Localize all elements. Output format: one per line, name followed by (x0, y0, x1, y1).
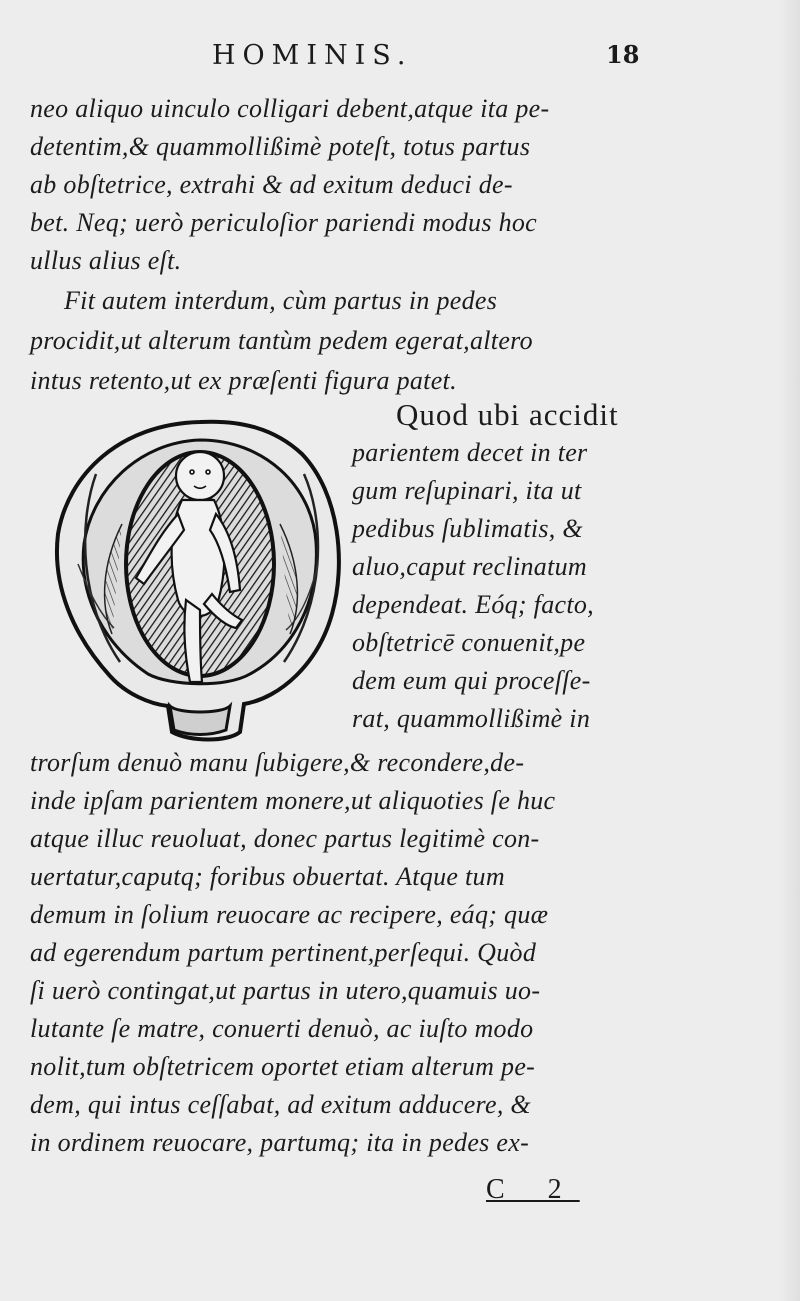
text-line: ad egerendum partum pertinent,perſequi. Quòd (30, 938, 537, 967)
text-line: Fit autem interdum, cùm partus in pedes (64, 286, 498, 315)
page-header (0, 36, 800, 76)
text-line: bet. Neq; uerò periculoſior pariendi modus hoc (30, 208, 538, 237)
text-line-lead: Quod ubi accidit (396, 397, 619, 432)
text-line: ſi uerò contingat,ut partus in utero,quamuis uo- (30, 976, 541, 1005)
text-line: dem, qui intus ceſſabat, ad exitum adducere, & (30, 1090, 531, 1119)
text-line: in ordinem reuocare, partumq; ita in pedes ex- (30, 1128, 530, 1157)
text-line: rat, quammollißimè in (352, 704, 591, 733)
text-line: pedibus ſublimatis, & (352, 514, 583, 543)
text-line: intus retento,ut ex præſenti figura patet. (30, 366, 457, 395)
text-line: uertatur,caputq; foribus obuertat. Atque tum (30, 862, 505, 891)
signature-mark-footer (0, 1174, 800, 1214)
text-line: procidit,ut alterum tantùm pedem egerat,altero (30, 326, 533, 355)
text-line: inde ipſam parientem monere,ut aliquoties ſe huc (30, 786, 556, 815)
text-line: aluo,caput reclinatum (352, 552, 587, 581)
text-line: parientem decet in ter (352, 438, 588, 467)
text-line: trorſum denuò manu ſubigere,& recondere,de- (30, 748, 525, 777)
text-line: neo aliquo uinculo colligari debent,atque ita pe- (30, 94, 550, 123)
text-line: gum reſupinari, ita ut (352, 476, 582, 505)
text-line: dependeat. Eóq; facto, (352, 590, 594, 619)
page-number: 18 (606, 40, 640, 69)
text-line: dem eum qui proceſſe- (352, 666, 591, 695)
text-line: ab obſtetrice, extrahi & ad exitum deduci de- (30, 170, 513, 199)
fetus-in-womb-woodcut (50, 414, 350, 746)
woodcut-illustration (50, 414, 350, 746)
text-line: demum in ſolium reuocare ac recipere, eáq; quæ (30, 900, 549, 929)
signature-mark: C 2 (486, 1174, 580, 1205)
running-head: HOMINIS. (212, 40, 413, 71)
text-line (396, 397, 619, 432)
text-line: obſtetricē conuenit,pe (352, 628, 586, 657)
text-line: lutante ſe matre, conuerti denuò, ac iuſto modo (30, 1014, 534, 1043)
text-line: ullus alius eſt. (30, 246, 182, 275)
text-line: detentim,& quammollißimè poteſt, totus partus (30, 132, 531, 161)
text-line: atque illuc reuoluat, donec partus legitimè con- (30, 824, 540, 853)
page-edge-shadow (778, 0, 800, 1301)
text-line: nolit,tum obſtetricem oportet etiam alterum pe- (30, 1052, 536, 1081)
